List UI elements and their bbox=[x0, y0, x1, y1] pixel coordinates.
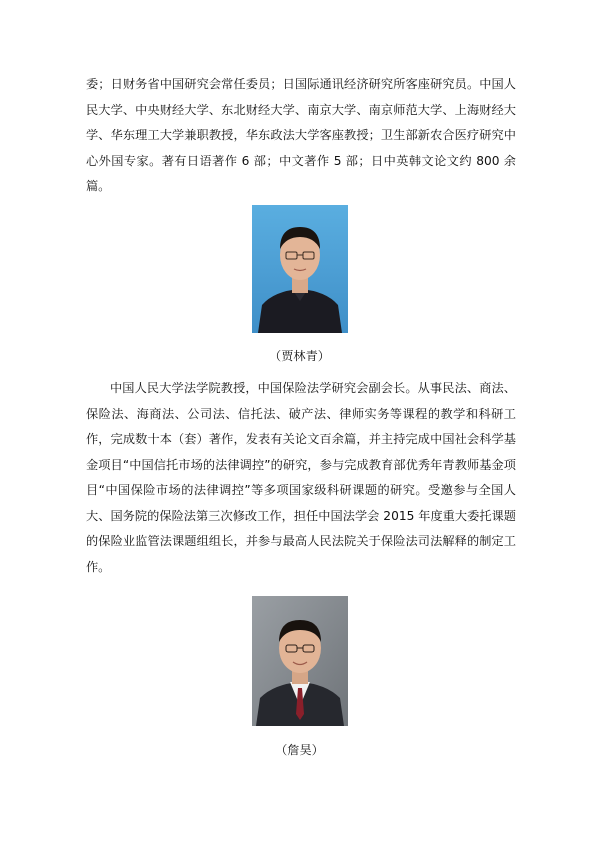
photo-caption-1: （贾林青） bbox=[269, 349, 330, 363]
biography-paragraph-2: 中国人民大学法学院教授，中国保险法学研究会副会长。从事民法、商法、保险法、海商法、公司法、信托法、破产法、律师实务等课程的教学和科研工作，完成数十本（套）著作，发表有关论文百余篇，并主持完成中国社会科学基金项目“中国信托市场的法律调控”的研究，参与完成教育部优秀年青教师基金项目“中国保险市场的法律调控”等多项国家级科研课题的研究。受邀参与全国人大、国务院的保险法第三次修改工作，担任中国法学会 2015 年度重大委托课题的保险业监管法课题组组长，并参与最高人民法院关于保险法司法解释的制定工作。 bbox=[86, 381, 516, 574]
portrait-photo-2 bbox=[252, 596, 348, 726]
portrait-photo-icon bbox=[252, 205, 348, 333]
biography-paragraph-1: 委；日财务省中国研究会常任委员；日国际通讯经济研究所客座研究员。中国人民大学、中央财经大学、东北财经大学、南京大学、南京师范大学、上海财经大学、华东理工大学兼职教授，华东政法大学客座教授；卫生部新农合医疗研究中心外国专家。著有日语著作 6 部；中文著作 5 部；日中英韩文论文约 800 余篇。 bbox=[86, 77, 516, 193]
portrait-photo-icon bbox=[252, 596, 348, 726]
portrait-photo-1 bbox=[252, 205, 348, 333]
photo-caption-2: （詹昊） bbox=[275, 743, 324, 757]
